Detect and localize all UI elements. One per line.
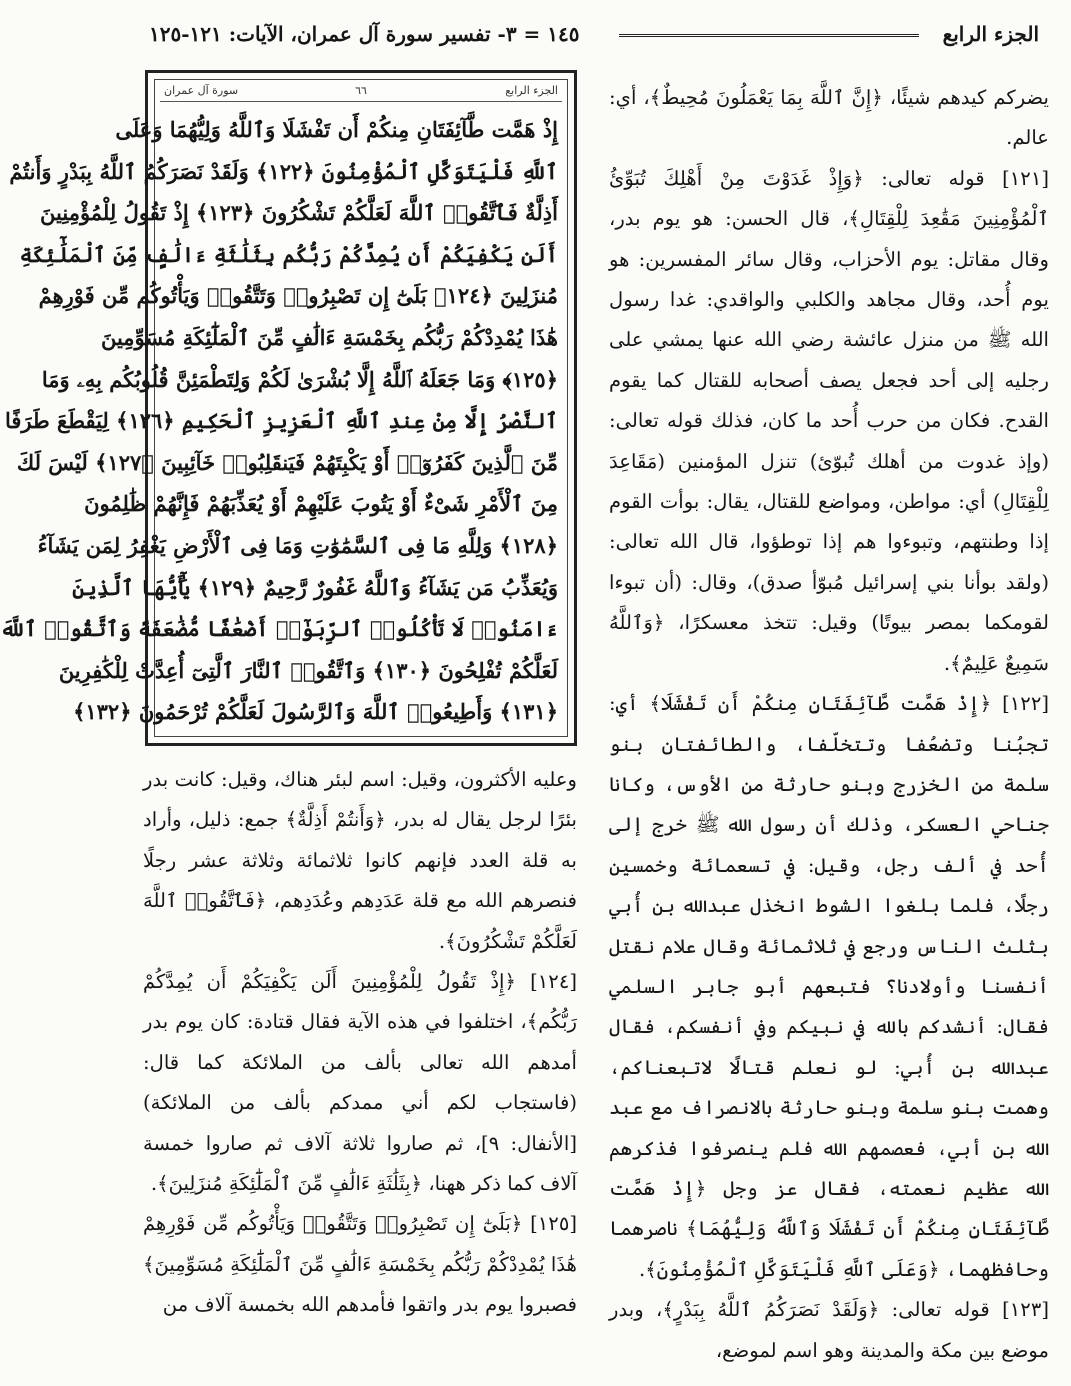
quran-verses	[0, 109, 558, 733]
commentary-paragraph: [١٢١] قوله تعالى: ﴿وَإِذْ غَدَوْتَ مِنْ أَهْلِكَ تُبَوِّئُ ٱلْمُؤْمِنِينَ مَقَٰعِدَ لِلْقِتَالِ﴾، قال الحسن: هو يوم بدر، وقال مقاتل: يوم الأحزاب، وقال سائر المفسرين: هو يوم أُحد، وقال مجاهد والكلبي والواقدي: غدا رسول الله ﷺ من منزل عائشة رضي الله عنها يمشي على رجليه إلى أحد فجعل يصف أصحابه للقتال كما يقوم القدح. فكان من حرب أُحد ما كان، فذلك قوله تعالى: (وإذ غدوت من أهلك تُبوّئ) تنزل المؤمنين (مَقَاعِدَ لِلْقِتَالِ) أي: مواطن، ومواضع للقتال، يقال: بوأت القوم إذا وطنتهم، وتبوءوا هم إذا توطؤوا، قال الله تعالى: (ولقد بوأنا بني إسرائيل مُبوّأ صدق)، وقال: (أن تبوءا لقومكما بمصر بيوتًا) وقيل: تتخذ معسكرًا، ﴿وَٱللَّهُ سَمِيعٌ عَلِيمٌ﴾.	[609, 166, 1049, 675]
page-header	[149, 8, 1039, 58]
quran-line: ﴿١٢٨﴾ وَلِلَّهِ مَا فِى ٱلسَّمَٰوَٰتِ وَمَا فِى ٱلْأَرْضِ يَغْفِرُ لِمَن يَشَآءُ	[37, 532, 558, 558]
quran-line: ٱلنَّصْرُ إِلَّا مِنْ عِندِ ٱللَّهِ ٱلْعَزِيزِ ٱلْحَكِيمِ ﴿١٢٦﴾ لِيَقْطَعَ طَرَفًا	[5, 408, 558, 434]
quran-juz-label: الجزء الرابع	[505, 84, 558, 97]
quran-line: أَلَن يَكْفِيَكُمْ أَن يُمِدَّكُمْ رَبُّكُم بِثَلَٰثَةِ ءَالَٰفٍ مِّنَ ٱلْمَلَٰٓئِكَةِ	[19, 241, 558, 267]
quran-line: ٱللَّهِ فَلْيَتَوَكَّلِ ٱلْمُؤْمِنُونَ ﴿١٢٢﴾ وَلَقَدْ نَصَرَكُمُ ٱللَّهُ بِبَدْرٍ وَأَنتُمْ	[9, 158, 558, 184]
quran-surah-label: سورة آل عمران	[164, 84, 239, 97]
commentary-right-column	[609, 78, 1049, 1371]
quran-line: مِّنَ ٱلَّذِينَ كَفَرُوٓا۟ أَوْ يَكْبِتَهُمْ فَيَنقَلِبُوا۟ خَآئِبِينَ ﴿١٢٧﴾ لَيْسَ لَكَ	[16, 449, 558, 475]
quran-line: أَذِلَّةٌ فَٱتَّقُوا۟ ٱللَّهَ لَعَلَّكُمْ تَشْكُرُونَ ﴿١٢٣﴾ إِذْ تَقُولُ لِلْمُؤْمِنِينَ	[40, 200, 558, 226]
commentary-paragraph: [١٢٣] قوله تعالى: ﴿وَلَقَدْ نَصَرَكُمُ ٱللَّهُ بِبَدْرٍ﴾، وبدر موضع بين مكة والمدينة وهو اسم لموضع،	[609, 1298, 1049, 1362]
commentary-paragraph: [١٢٤] ﴿إِذْ تَقُولُ لِلْمُؤْمِنِينَ أَلَن يَكْفِيَكُمْ أَن يُمِدَّكُمْ رَبُّكُم﴾، اختلفوا في هذه الآية فقال قتادة: كان يوم بدر أمدهم الله تعالى بألف من الملائكة كما قال: (فاستجاب لكم أني ممدكم بألف من الملائكة) [الأنفال: ٩]، ثم صاروا ثلاثة آلاف ثم صاروا خمسة آلاف كما ذكر ههنا، ﴿بِثَلَٰثَةِ ءَالَٰفٍ مِّنَ ٱلْمَلَٰٓئِكَةِ مُنزَلِينَ﴾.	[143, 970, 577, 1196]
quran-line: ﴿١٢٥﴾ وَمَا جَعَلَهُ ٱللَّهُ إِلَّا بُشْرَىٰ لَكُمْ وَلِتَطْمَئِنَّ قُلُوبُكُم بِهِۦ وَمَا	[41, 366, 558, 392]
page-info: ١٤٥ = ٣- تفسير سورة آل عمران، الآيات: ١٢١-١٢٥	[149, 22, 580, 46]
commentary-paragraph: يضركم كيدهم شيئًا، ﴿إِنَّ ٱللَّهَ بِمَا يَعْمَلُونَ مُحِيطٌ﴾، أي: عالم.	[609, 86, 1049, 150]
quran-line: هَٰذَا يُمْدِدْكُمْ رَبُّكُم بِخَمْسَةِ ءَالَٰفٍ مِّنَ ٱلْمَلَٰٓئِكَةِ مُسَوِّمِينَ	[100, 324, 558, 350]
quran-line: مُنزَلِينَ ﴿١٢٤﴾ بَلَىٰٓ إِن تَصْبِرُوا۟ وَتَتَّقُوا۟ وَيَأْتُوكُم مِّن فَوْرِهِمْ	[38, 283, 558, 309]
quran-page-head	[160, 83, 562, 102]
commentary-paragraph: [١٢٢] ﴿إِذْ هَمَّت طَّآئِفَتَانِ مِنكُمْ أَن تَفْشَلَا﴾ أي: تجبُنا وتضعُفا وتتخلّفا، والطائفتان بنو سلمة من الخزرج وبنو حارثة من الأوس، وكانا جناحي العسكر، وذلك أن رسول الله ﷺ خرج إلى أُحد في ألف رجل، وقيل: في تسعمائة وخمسين رجلًا، فلما بلغوا الشوط انخذل عبدالله بن أُبي بثلث الناس ورجع في ثلاثمائة وقال علام نقتل أنفسنا وأولادنا؟ فتبعهم أبو جابر السلمي فقال: أنشدكم بالله في نبيكم وفي أنفسكم، فقال عبدالله بن أُبي: لو نعلم قتالًا لاتبعناكم، وهمت بنو سلمة وبنو حارثة بالانصراف مع عبد الله بن أبي، فعصمهم الله فلم ينصرفوا فذكرهم الله عظيم نعمته، فقال عز وجل ﴿إِذْ هَمَّت طَّآئِفَتَانِ مِنكُمْ أَن تَفْشَلَا وَٱللَّهُ وَلِيُّهُمَا﴾ ناصرهما وحافظهما، ﴿وَعَلَى ٱللَّهِ فَلْيَتَوَكَّلِ ٱلْمُؤْمِنُونَ﴾.	[609, 692, 1049, 1281]
commentary-paragraph: وعليه الأكثرون، وقيل: اسم لبئر هناك، وقيل: كانت بدر بئرًا لرجل يقال له بدر، ﴿وَأَنتُمْ أَذِلَّةٌ﴾ جمع: ذليل، وأراد به قلة العدد فإنهم كانوا ثلاثمائة وثلاثة عشر رجلًا فنصرهم الله مع قلة عَدَدِهم وعُدَدِهم، ﴿فَٱتَّقُوا۟ ٱللَّهَ لَعَلَّكُمْ تَشْكُرُونَ﴾.	[143, 768, 577, 953]
commentary-left-column	[143, 760, 577, 1326]
commentary-paragraph: [١٢٥] ﴿بَلَىٰٓ إِن تَصْبِرُوا۟ وَتَتَّقُوا۟ وَيَأْتُوكُم مِّن فَوْرِهِمْ هَٰذَا يُمْدِدْكُمْ رَبُّكُم بِخَمْسَةِ ءَالَٰفٍ مِّنَ ٱلْمَلَٰٓئِكَةِ مُسَوِّمِينَ﴾ فصبروا يوم بدر واتقوا فأمدهم الله بخمسة آلاف من	[143, 1212, 577, 1317]
quran-line: ءَامَنُوا۟ لَا تَأْكُلُوا۟ ٱلرِّبَوٰٓا۟ أَضْعَٰفًا مُّضَٰعَفَةً وَٱتَّقُوا۟ ٱللَّهَ	[0, 616, 558, 642]
header-rule	[619, 34, 919, 37]
quran-line: مِنَ ٱلْأَمْرِ شَىْءٌ أَوْ يَتُوبَ عَلَيْهِمْ أَوْ يُعَذِّبَهُمْ فَإِنَّهُمْ ظَٰلِمُونَ	[84, 491, 558, 517]
quran-line: وَيُعَذِّبُ مَن يَشَآءُ وَٱللَّهُ غَفُورٌ رَّحِيمٌ ﴿١٢٩﴾ يَٰٓأَيُّهَا ٱلَّذِينَ	[72, 574, 558, 600]
quran-line: لَعَلَّكُمْ تُفْلِحُونَ ﴿١٣٠﴾ وَٱتَّقُوا۟ ٱلنَّارَ ٱلَّتِىٓ أُعِدَّتْ لِلْكَٰفِرِينَ	[58, 657, 558, 683]
quran-line: إِذْ هَمَّت طَّآئِفَتَانِ مِنكُمْ أَن تَفْشَلَا وَٱللَّهُ وَلِيُّهُمَا وَعَلَى	[115, 117, 558, 142]
quran-line: ﴿١٣١﴾ وَأَطِيعُوا۟ ٱللَّهَ وَٱلرَّسُولَ لَعَلَّكُمْ تُرْحَمُونَ ﴿١٣٢﴾	[73, 699, 558, 725]
quran-page-number: ٦٦	[355, 84, 367, 97]
quran-mushaf-frame	[0, 70, 577, 746]
juz-title: الجزء الرابع	[942, 22, 1039, 46]
